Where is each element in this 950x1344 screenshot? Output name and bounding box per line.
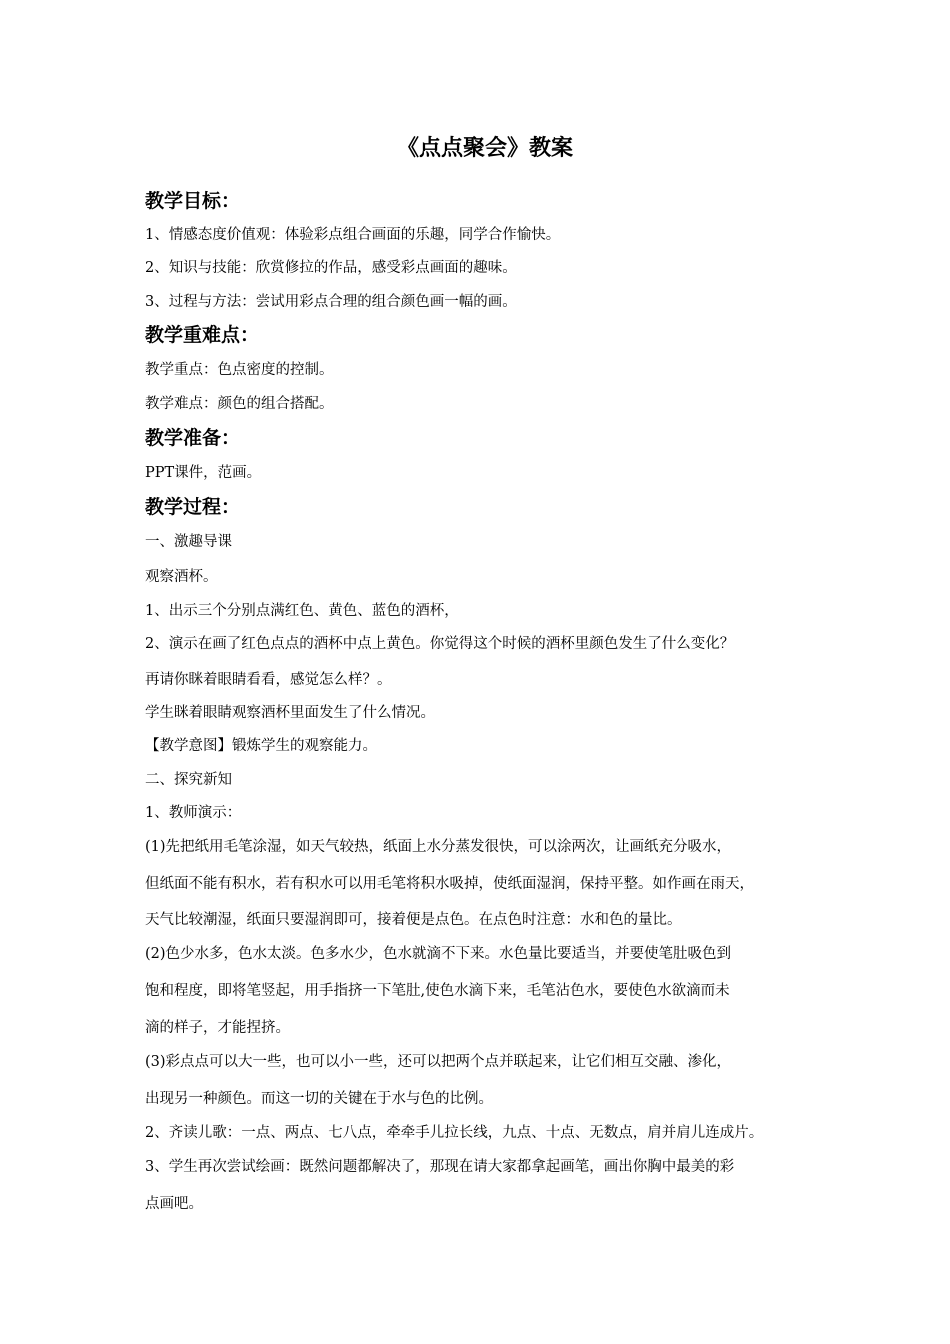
text-line: 一、激趣导课 [145, 534, 232, 550]
text-line: 天气比较潮湿，纸面只要湿润即可，接着便是点色。在点色时注意：水和色的量比。 [145, 912, 682, 928]
text-line: 2、齐读儿歌：一点、两点、七八点，牵牵手儿拉长线，九点、十点、无数点，肩并肩儿连成片。 [145, 1125, 764, 1141]
text-line: 出现另一种颜色。而这一切的关键在于水与色的比例。 [145, 1091, 493, 1107]
document-title: 《点点聚会》教案 [396, 135, 573, 161]
text-line: PPT课件，范画。 [145, 465, 262, 481]
text-line: 滴的样子，才能捏挤。 [145, 1020, 290, 1036]
text-line: 教学重点：色点密度的控制。 [145, 362, 334, 378]
text-line: 饱和程度，即将笔竖起，用手指挤一下笔肚,使色水滴下来，毛笔沾色水，要使色水欲滴而未 [145, 983, 730, 999]
section-heading-process: 教学过程： [145, 496, 241, 518]
text-line: 2、知识与技能：欣赏修拉的作品，感受彩点画面的趣味。 [145, 260, 517, 276]
text-line: (1)先把纸用毛笔涂湿，如天气较热，纸面上水分蒸发很快，可以涂两次，让画纸充分吸水， [145, 839, 732, 855]
text-line: 但纸面不能有积水，若有积水可以用毛笔将积水吸掉，使纸面湿润，保持平整。如作画在雨天， [145, 876, 754, 892]
text-line: 1、教师演示： [145, 805, 242, 821]
text-line: 学生眯着眼睛观察酒杯里面发生了什么情况。 [145, 705, 435, 721]
section-heading-key-points: 教学重难点： [145, 324, 260, 346]
text-line: 点画吧。 [145, 1196, 203, 1212]
text-line: (3)彩点点可以大一些，也可以小一些，还可以把两个点并联起来，让它们相互交融、渗化， [145, 1054, 732, 1070]
text-line: (2)色少水多，色水太淡。色多水少，色水就滴不下来。水色量比要适当，并要使笔肚吸色到 [145, 946, 732, 962]
text-line: 1、情感态度价值观：体验彩点组合画面的乐趣，同学合作愉快。 [145, 227, 561, 243]
text-line: 二、探究新知 [145, 772, 232, 788]
text-line: 3、学生再次尝试绘画：既然问题都解决了，那现在请大家都拿起画笔，画出你胸中最美的彩 [145, 1159, 735, 1175]
section-heading-preparation: 教学准备： [145, 427, 241, 449]
text-line: 观察酒杯。 [145, 569, 218, 585]
text-line: 再请你眯着眼睛看看，感觉怎么样？。 [145, 672, 392, 688]
section-heading-objectives: 教学目标： [145, 190, 241, 212]
text-line: 1、出示三个分别点满红色、黄色、蓝色的酒杯， [145, 603, 459, 619]
text-line: 教学难点：颜色的组合搭配。 [145, 396, 334, 412]
text-line: 3、过程与方法：尝试用彩点合理的组合颜色画一幅的画。 [145, 294, 517, 310]
text-line: 2、演示在画了红色点点的酒杯中点上黄色。你觉得这个时候的酒杯里颜色发生了什么变化？ [145, 636, 735, 652]
text-line: 【教学意图】锻炼学生的观察能力。 [145, 738, 377, 754]
